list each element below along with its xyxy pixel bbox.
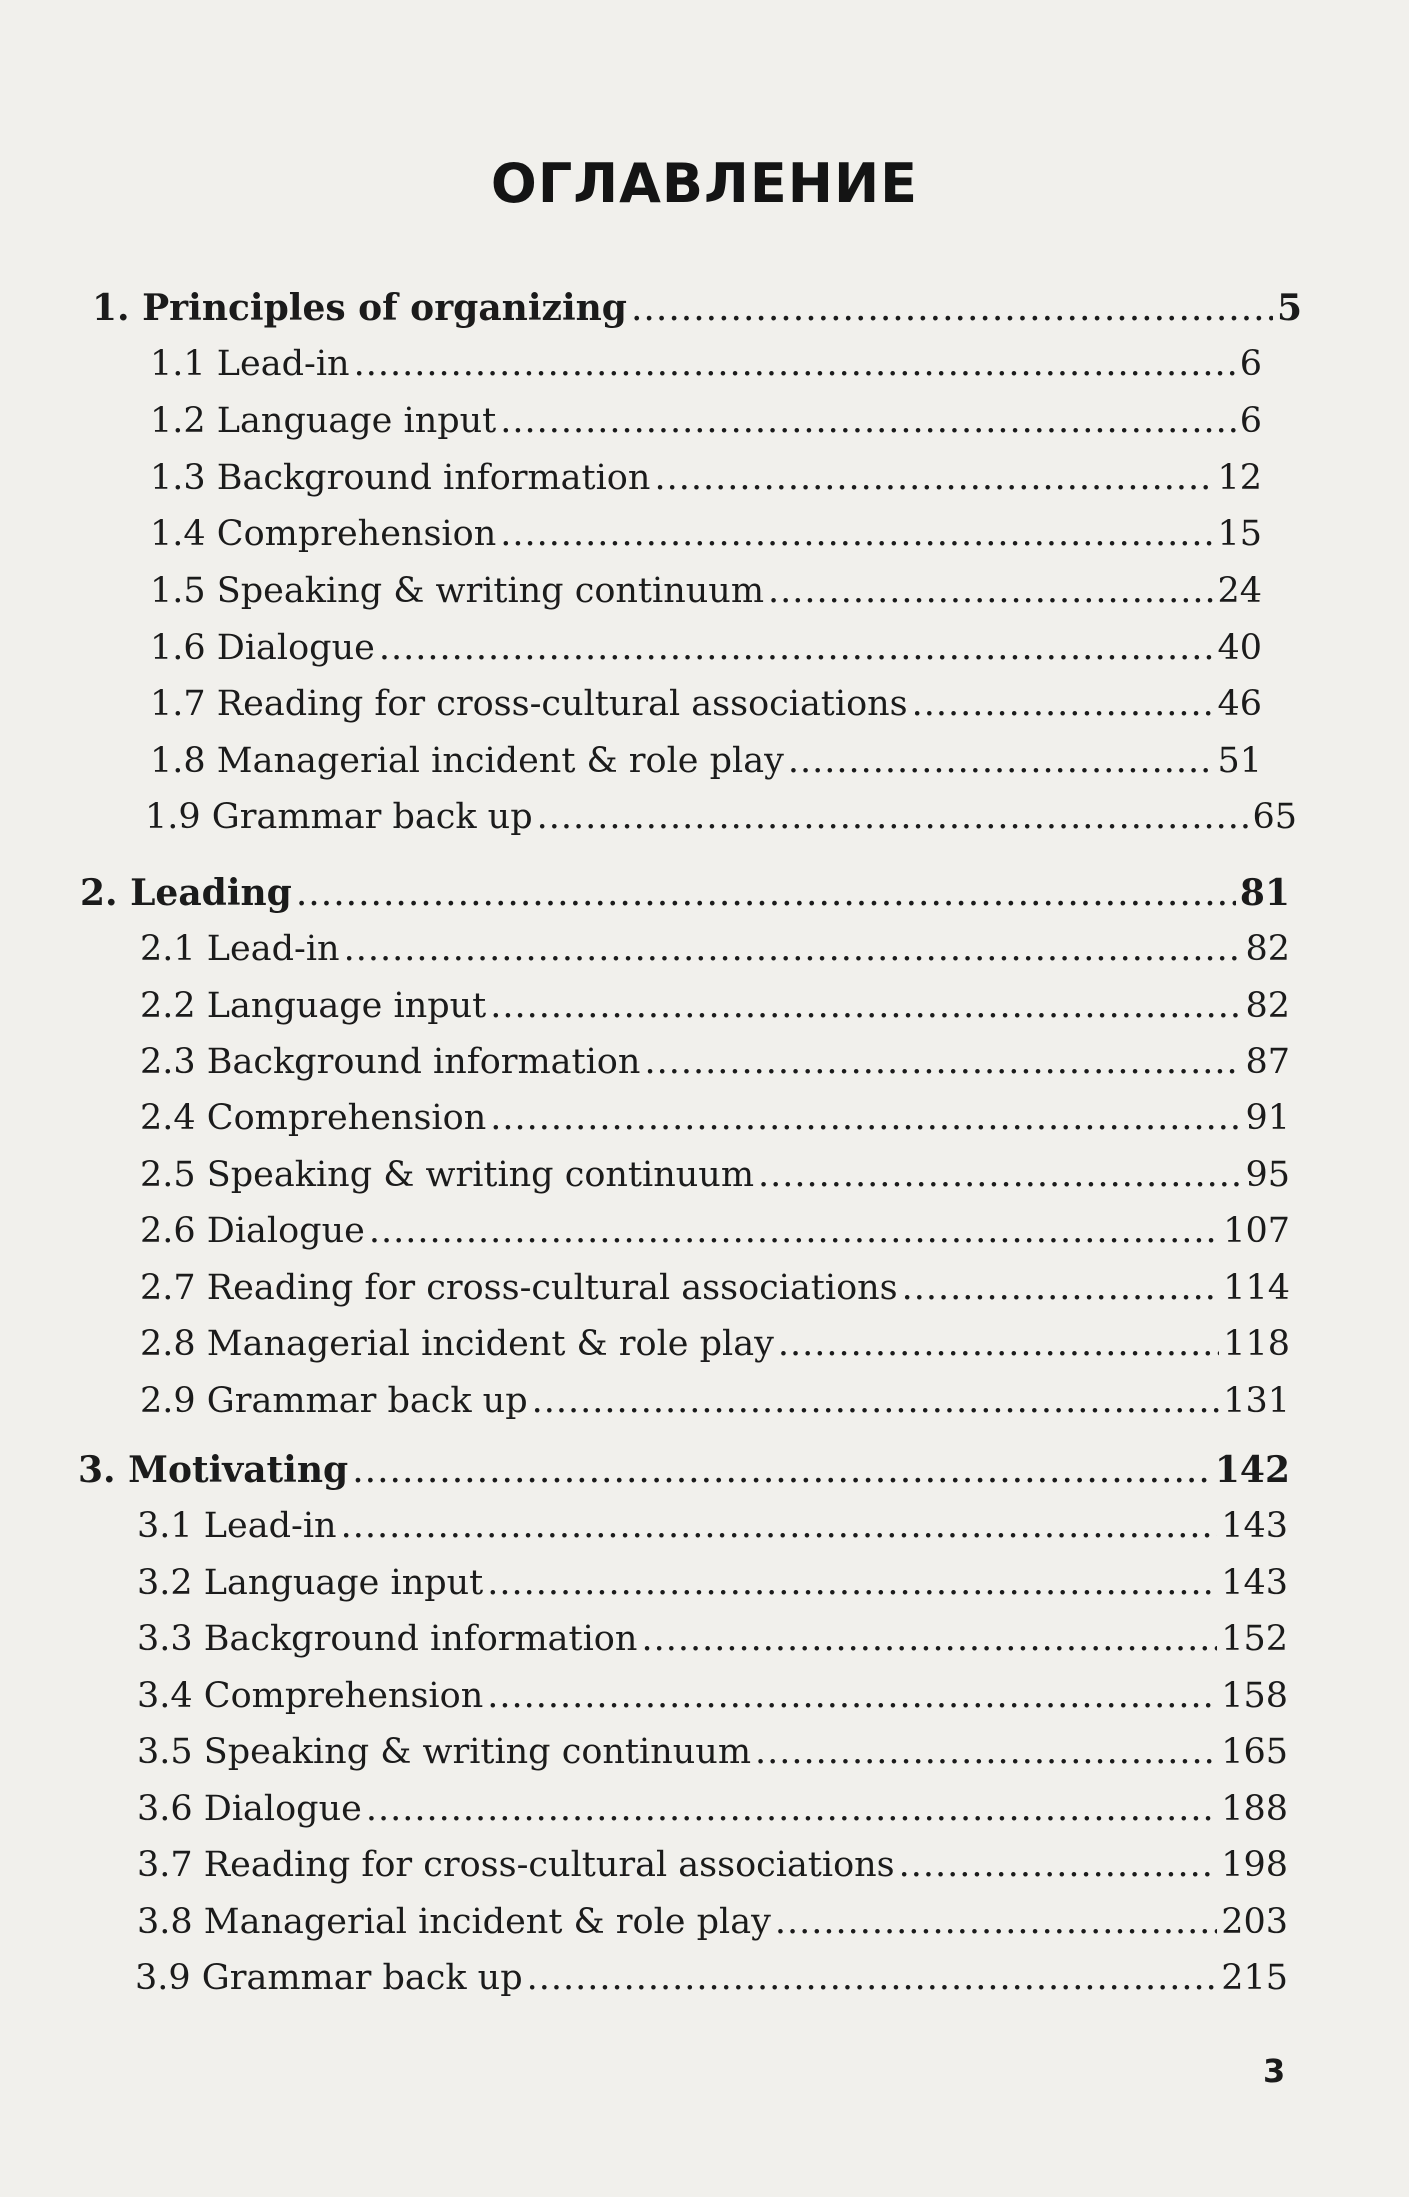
toc-section-entry xyxy=(140,1378,1290,1424)
toc-entry-title: 2.5 Speaking & writing continuum xyxy=(140,1155,755,1195)
toc-entry-title: 2.4 Comprehension xyxy=(140,1098,487,1138)
dot-leader xyxy=(912,681,1214,727)
dot-leader xyxy=(369,1208,1219,1254)
dot-leader xyxy=(755,1729,1217,1775)
toc-entry-title: 3.1 Lead-in xyxy=(137,1506,337,1546)
toc-section-entry xyxy=(137,1673,1288,1719)
dot-leader xyxy=(537,794,1249,840)
toc-entry-page: 81 xyxy=(1239,872,1290,914)
toc-entry-title: 1.6 Dialogue xyxy=(150,628,375,668)
toc-section-entry xyxy=(140,926,1290,972)
toc-chapter-entry xyxy=(80,870,1290,917)
dot-leader xyxy=(902,1265,1220,1311)
toc-entry-page: 91 xyxy=(1245,1098,1290,1138)
dot-leader xyxy=(379,625,1214,671)
toc-section-entry xyxy=(150,398,1262,444)
dot-leader xyxy=(354,341,1236,387)
toc-entry-title: 3.6 Dialogue xyxy=(137,1789,362,1829)
toc-entry-title: 2.8 Managerial incident & role play xyxy=(140,1324,774,1364)
toc-entry-title: 3.2 Language input xyxy=(137,1563,484,1603)
toc-entry-page: 143 xyxy=(1221,1506,1288,1546)
dot-leader xyxy=(341,1503,1218,1549)
toc-section-entry xyxy=(140,1095,1290,1141)
dot-leader xyxy=(500,398,1235,444)
toc-entry-title: 2.6 Dialogue xyxy=(140,1211,365,1251)
toc-entry-title: 1.1 Lead-in xyxy=(150,344,350,384)
toc-entry-title: 3.5 Speaking & writing continuum xyxy=(137,1732,752,1772)
dot-leader xyxy=(758,1152,1241,1198)
page-number: 3 xyxy=(1263,2052,1286,2090)
toc-entry-page: 198 xyxy=(1221,1845,1288,1885)
toc-entry-page: 65 xyxy=(1252,797,1297,837)
toc-entry-title: 2.2 Language input xyxy=(140,986,487,1026)
toc-entry-page: 15 xyxy=(1217,514,1262,554)
toc-section-entry xyxy=(150,341,1262,387)
toc-entry-page: 40 xyxy=(1217,628,1262,668)
toc-section-entry xyxy=(140,1208,1290,1254)
toc-entry-title: 1.4 Comprehension xyxy=(150,514,497,554)
dot-leader xyxy=(778,1321,1219,1367)
dot-leader xyxy=(490,983,1241,1029)
toc-section-entry xyxy=(150,625,1262,671)
toc-entry-title: 2.1 Lead-in xyxy=(140,929,340,969)
toc-entry-page: 51 xyxy=(1217,741,1262,781)
toc-section-entry xyxy=(137,1786,1288,1832)
toc-entry-page: 107 xyxy=(1223,1211,1290,1251)
toc-section-entry xyxy=(150,738,1262,784)
toc-section-entry xyxy=(140,1152,1290,1198)
toc-entry-page: 203 xyxy=(1221,1902,1288,1942)
dot-leader xyxy=(487,1560,1217,1606)
toc-entry-page: 24 xyxy=(1217,571,1262,611)
dot-leader xyxy=(532,1378,1220,1424)
toc-entry-page: 6 xyxy=(1239,344,1262,384)
toc-entry-page: 82 xyxy=(1245,986,1290,1026)
toc-entry-page: 152 xyxy=(1221,1619,1288,1659)
toc-entry-page: 6 xyxy=(1239,401,1262,441)
toc-entry-page: 82 xyxy=(1245,929,1290,969)
toc-entry-title: 1.5 Speaking & writing continuum xyxy=(150,571,765,611)
dot-leader xyxy=(527,1955,1218,2001)
dot-leader xyxy=(366,1786,1217,1832)
toc-entry-title: 3. Motivating xyxy=(78,1449,349,1491)
toc-entry-page: 87 xyxy=(1245,1042,1290,1082)
toc-entry-page: 165 xyxy=(1221,1732,1288,1772)
toc-section-entry xyxy=(137,1503,1288,1549)
page-title: ОГЛАВЛЕНИЕ xyxy=(490,152,919,215)
toc-chapter-entry xyxy=(78,1447,1290,1494)
dot-leader xyxy=(644,1039,1241,1085)
dot-leader xyxy=(500,511,1213,557)
toc-entry-title: 3.7 Reading for cross-cultural associations xyxy=(137,1845,895,1885)
toc-section-entry xyxy=(150,568,1262,614)
toc-entry-page: 142 xyxy=(1214,1449,1290,1491)
toc-section-entry xyxy=(135,1955,1288,2001)
toc-entry-page: 95 xyxy=(1245,1155,1290,1195)
toc-chapter-entry xyxy=(92,285,1302,332)
toc-entry-title: 2.3 Background information xyxy=(140,1042,641,1082)
toc-entry-title: 2.9 Grammar back up xyxy=(140,1381,528,1421)
toc-entry-title: 1.8 Managerial incident & role play xyxy=(150,741,784,781)
toc-entry-page: 188 xyxy=(1221,1789,1288,1829)
toc-entry-page: 46 xyxy=(1217,684,1262,724)
toc-entry-title: 1.2 Language input xyxy=(150,401,497,441)
dot-leader xyxy=(788,738,1214,784)
dot-leader xyxy=(490,1095,1241,1141)
toc-entry-page: 114 xyxy=(1223,1268,1290,1308)
toc-section-entry xyxy=(145,794,1297,840)
toc-entry-title: 1.9 Grammar back up xyxy=(145,797,533,837)
toc-section-entry xyxy=(140,1265,1290,1311)
toc-section-entry xyxy=(137,1560,1288,1606)
dot-leader xyxy=(899,1842,1218,1888)
toc-entry-page: 12 xyxy=(1217,458,1262,498)
toc-entry-page: 215 xyxy=(1221,1958,1288,1998)
toc-section-entry xyxy=(150,681,1262,727)
toc-entry-page: 5 xyxy=(1276,287,1302,329)
toc-entry-title: 3.9 Grammar back up xyxy=(135,1958,523,1998)
toc-entry-title: 2. Leading xyxy=(80,872,292,914)
toc-section-entry xyxy=(137,1899,1288,1945)
toc-section-entry xyxy=(140,1039,1290,1085)
dot-leader xyxy=(641,1616,1217,1662)
toc-entry-title: 3.4 Comprehension xyxy=(137,1676,484,1716)
toc-section-entry xyxy=(140,983,1290,1029)
toc-entry-title: 1.3 Background information xyxy=(150,458,651,498)
toc-section-entry xyxy=(150,455,1262,501)
dot-leader xyxy=(344,926,1242,972)
toc-entry-page: 131 xyxy=(1223,1381,1290,1421)
toc-section-entry xyxy=(140,1321,1290,1367)
toc-section-entry xyxy=(137,1616,1288,1662)
dot-leader xyxy=(775,1899,1217,1945)
dot-leader xyxy=(631,286,1273,332)
dot-leader xyxy=(487,1673,1217,1719)
dot-leader xyxy=(296,871,1236,917)
toc-section-entry xyxy=(137,1729,1288,1775)
toc-section-entry xyxy=(150,511,1262,557)
toc-entry-page: 143 xyxy=(1221,1563,1288,1603)
toc-entry-title: 1. Principles of organizing xyxy=(92,287,627,329)
toc-entry-title: 2.7 Reading for cross-cultural associations xyxy=(140,1268,898,1308)
dot-leader xyxy=(768,568,1213,614)
toc-entry-page: 118 xyxy=(1223,1324,1290,1364)
toc-entry-title: 3.8 Managerial incident & role play xyxy=(137,1902,771,1942)
toc-entry-title: 1.7 Reading for cross-cultural associations xyxy=(150,684,908,724)
toc-section-entry xyxy=(137,1842,1288,1888)
toc-entry-title: 3.3 Background information xyxy=(137,1619,638,1659)
dot-leader xyxy=(352,1448,1211,1494)
toc-entry-page: 158 xyxy=(1221,1676,1288,1716)
dot-leader xyxy=(654,455,1213,501)
